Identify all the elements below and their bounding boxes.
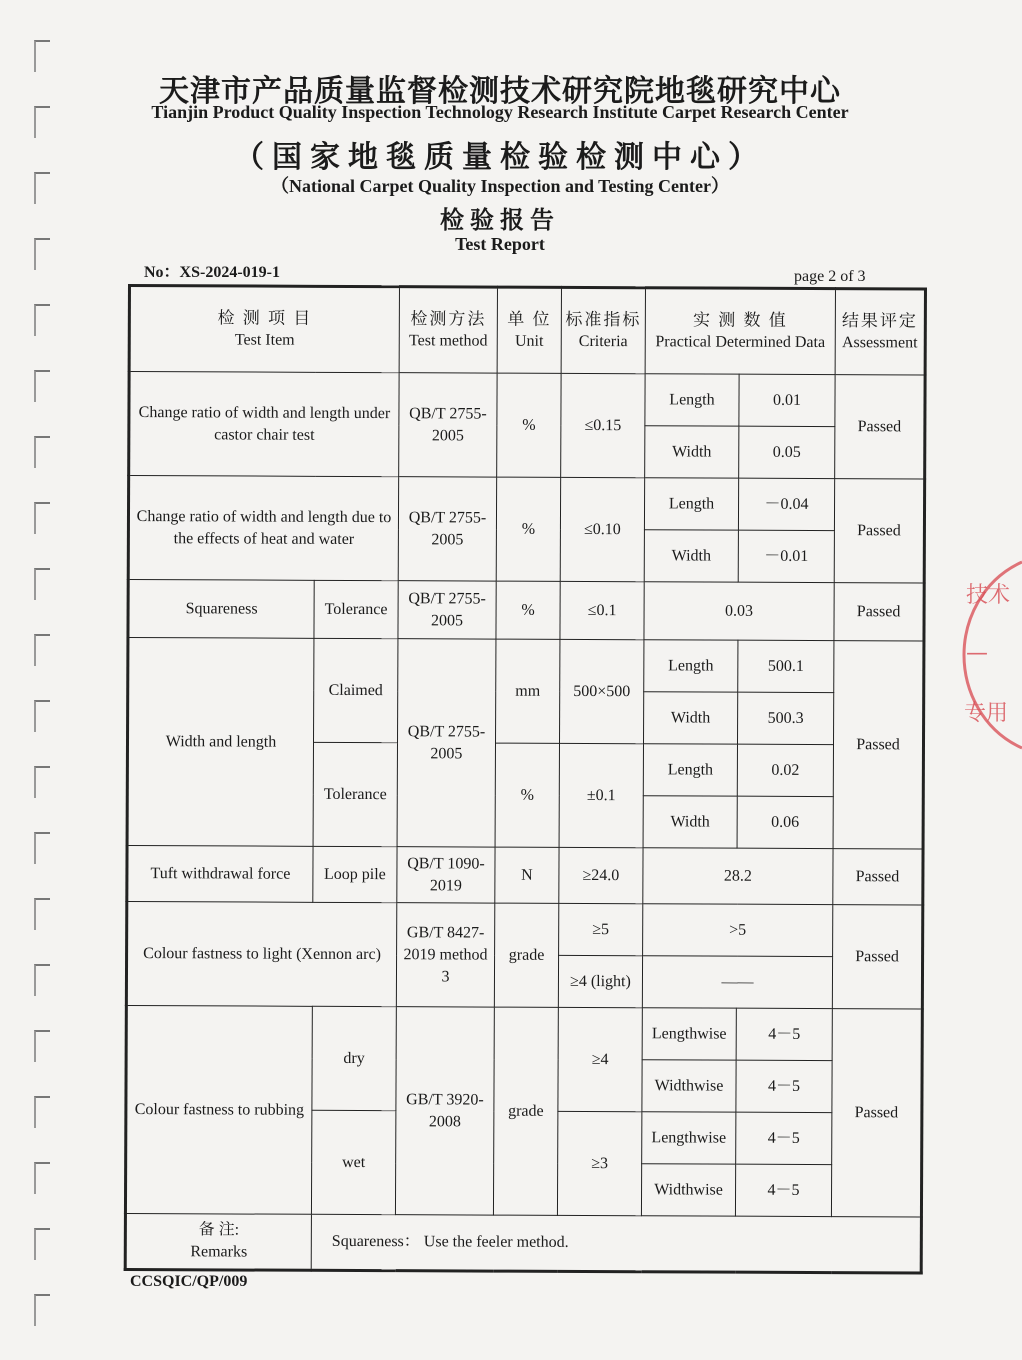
claimed-label: Claimed [314,638,398,742]
rubbing-dry-label: dry [312,1006,396,1110]
claimed-width-value: 500.3 [737,692,833,744]
rubbing-dry-widthwise-value: 4－5 [736,1060,832,1112]
institute-title-cn: 天津市产品质量监督检测技术研究院地毯研究中心 [159,75,841,108]
svg-text:专用: 专用 [964,701,1009,726]
rubbing-dry-lengthwise-value: 4－5 [736,1008,832,1060]
col-test-item: 检 测 项 目 Test Item [129,286,399,373]
castor-method: QB/T 2755-2005 [399,373,497,477]
tolerance-width-label: Width [643,796,737,848]
tuft-criteria: ≥24.0 [559,847,643,903]
castor-unit: % [497,373,561,477]
heat-result: Passed [834,479,924,583]
heat-unit: % [496,477,560,581]
table-row [126,1005,922,1060]
rubbing-wet-lengthwise-value: 4－5 [736,1112,832,1164]
tolerance-criteria: ±0.1 [559,743,643,847]
col-unit: 单 位 Unit [497,287,561,373]
table-header-row [129,286,925,375]
squareness-criteria: ≤0.1 [560,581,644,639]
tolerance-width-value: 0.06 [737,796,833,848]
tuft-value: 28.2 [643,848,833,905]
table-row [128,476,924,531]
col-determined-data: 实 测 数 值 Practical Determined Data [645,288,835,375]
castor-length-value: 0.01 [739,374,835,426]
width-length-method: QB/T 2755-2005 [397,639,496,847]
table-row [128,638,924,693]
tuft-result: Passed [833,849,923,905]
tuft-item: Tuft withdrawal force [127,846,313,903]
tolerance-label: Tolerance [313,742,397,846]
heat-item: Change ratio of width and length due to the effects of heat and water [128,476,398,581]
squareness-method: QB/T 2755-2005 [398,581,496,639]
heat-width-label: Width [644,530,738,582]
heat-length-label: Length [644,478,738,530]
remarks-label: 备 注: Remarks [125,1213,311,1270]
width-length-result: Passed [833,641,924,849]
svg-text:技术: 技术 [966,583,1011,608]
tolerance-length-value: 0.02 [737,744,833,796]
squareness-unit: % [496,581,560,639]
tolerance-length-label: Length [643,744,737,796]
rubbing-dry-widthwise-label: Widthwise [642,1060,736,1112]
tolerance-unit: % [495,743,559,847]
center-title-cn: （国家地毯质量检验检测中心） [234,141,766,174]
center-title-en: （National Carpet Quality Inspection and Testing Center） [270,176,730,196]
light-method: GB/T 8427-2019 method 3 [396,903,494,1007]
rubbing-wet-label: wet [311,1110,395,1214]
light-unit: grade [494,903,558,1007]
heat-criteria: ≤0.10 [560,477,644,581]
heat-width-value: －0.01 [738,530,834,582]
claimed-length-label: Length [644,640,738,692]
table-row [127,846,923,905]
rubbing-wet-widthwise-label: Widthwise [641,1164,735,1216]
light-value-1: >5 [643,904,833,957]
claimed-criteria: 500×500 [559,639,643,743]
claimed-length-value: 500.1 [738,640,834,692]
light-result: Passed [832,905,922,1009]
rubbing-dry-lengthwise-label: Lengthwise [642,1008,736,1060]
light-item: Colour fastness to light (Xennon arc) [126,902,396,1007]
castor-result: Passed [835,375,925,479]
rubbing-unit: grade [493,1007,558,1215]
rubbing-result: Passed [831,1009,922,1217]
castor-width-value: 0.05 [739,426,835,478]
remarks-text: Squareness： Use the feeler method. [311,1214,921,1273]
rubbing-wet-criteria: ≥3 [557,1111,641,1215]
col-assessment: 结果评定 Assessment [835,289,925,375]
claimed-unit: mm [496,639,560,743]
heat-length-value: －0.04 [738,478,834,530]
light-value-2: —— [642,956,832,1009]
heat-method: QB/T 2755-2005 [398,477,496,581]
col-criteria: 标准指标 Criteria [561,287,645,373]
rubbing-dry-criteria: ≥4 [558,1007,642,1111]
width-length-item: Width and length [127,638,314,847]
squareness-item: Squareness [128,580,314,639]
light-criteria-1: ≥5 [559,903,643,955]
tuft-sub: Loop pile [313,846,397,902]
table-row [129,372,925,427]
col-test-method: 检测方法 Test method [399,287,497,373]
castor-length-label: Length [645,374,739,426]
rubbing-item: Colour fastness to rubbing [125,1005,312,1214]
squareness-result: Passed [834,583,924,641]
tuft-unit: N [495,847,559,903]
rubbing-wet-lengthwise-label: Lengthwise [642,1112,736,1164]
report-number: No：XS-2024-019-1 [144,264,280,281]
castor-item: Change ratio of width and length under castor chair test [129,372,399,477]
table-row [127,902,923,957]
test-results-table [124,284,927,1274]
report-title-cn: 检验报告 [440,208,560,234]
institute-title-en: Tianjin Product Quality Inspection Technology Research Institute Carpet Research Center [151,102,849,122]
squareness-value: 0.03 [644,582,834,641]
castor-width-label: Width [645,426,739,478]
squareness-sub: Tolerance [314,580,398,638]
report-title-en: Test Report [455,234,545,254]
red-seal-stamp [962,560,1022,750]
table-row [128,580,924,641]
light-criteria-2: ≥4 (light) [558,955,642,1007]
form-code: CCSQIC/QP/009 [130,1273,248,1290]
remarks-row [125,1213,921,1272]
rubbing-wet-widthwise-value: 4－5 [735,1164,831,1216]
svg-text:—: — [966,641,988,666]
claimed-width-label: Width [643,692,737,744]
tuft-method: QB/T 1090-2019 [397,847,495,903]
castor-criteria: ≤0.15 [561,373,645,477]
page-number: page 2 of 3 [794,268,866,285]
rubbing-method: GB/T 3920-2008 [395,1007,494,1215]
